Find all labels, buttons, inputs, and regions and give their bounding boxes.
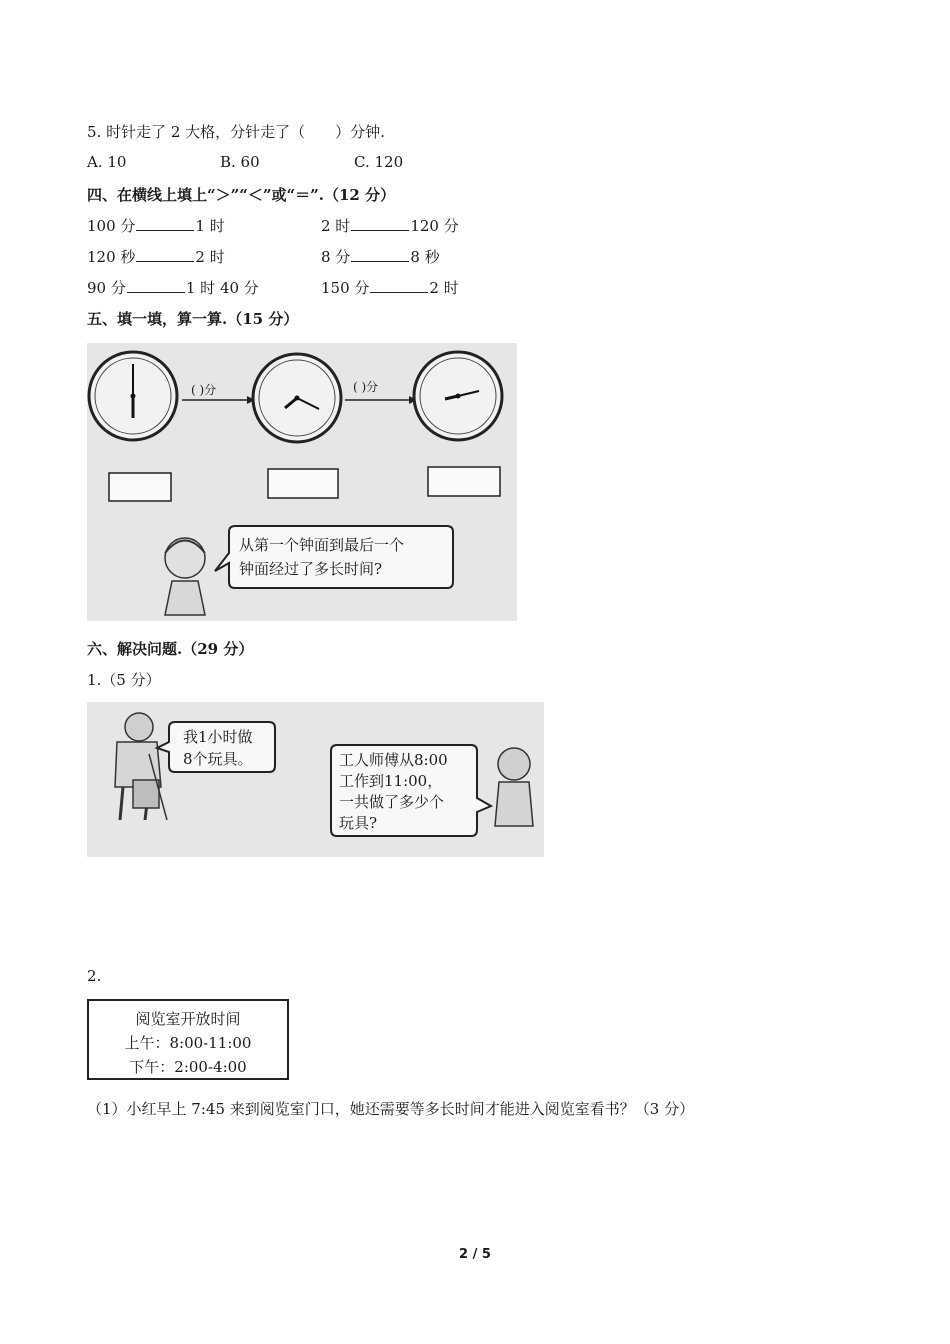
answer-blank[interactable] [351, 218, 409, 231]
speech-text: 从第一个钟面到最后一个 钟面经过了多长时间? [239, 536, 405, 578]
section-5-title: 五、填一填，算一算.（15 分） [87, 310, 299, 328]
reading-room-hours-box [87, 999, 289, 1080]
question-5-stem: 5. 时针走了 2 大格，分针走了（ ）分钟. [87, 123, 385, 141]
arrow-label-2: ( )分 [353, 380, 379, 394]
section-4-title: 四、在横线上填上“＞”“＜”或“＝”.（12 分） [87, 186, 396, 204]
option-c: C. 120 [354, 153, 404, 171]
page-number: 2 / 5 [459, 1247, 491, 1262]
hours-morning: 上午：8:00-11:00 [124, 1034, 252, 1052]
section-6-title: 六、解决问题.（29 分） [87, 640, 254, 658]
answer-blank[interactable] [136, 249, 194, 262]
compare-item: 8 分 8 秒 [321, 248, 440, 266]
answer-blank[interactable] [351, 249, 409, 262]
clock-numerals [87, 343, 517, 463]
girl-figure [165, 538, 205, 615]
answer-box[interactable] [268, 469, 338, 498]
option-a: A. 10 [87, 153, 127, 171]
toy-worker-illustration [87, 702, 544, 857]
clocks-illustration [87, 343, 517, 621]
answer-box[interactable] [109, 473, 171, 501]
option-b: B. 60 [220, 153, 260, 171]
answer-box[interactable] [428, 467, 500, 496]
compare-item: 120 秒 2 时 [87, 248, 225, 266]
answer-blank[interactable] [370, 280, 428, 293]
hours-title: 阅览室开放时间 [135, 1010, 241, 1028]
worker-speech-text: 我1小时做 8个玩具。 [183, 728, 253, 768]
arrow-label-1: ( )分 [191, 383, 217, 397]
question-2-sub-1: （1）小红早上 7:45 来到阅览室门口，她还需要等多长时间才能进入阅览室看书？（3 分） [87, 1100, 695, 1118]
compare-item: 100 分 1 时 [87, 217, 225, 235]
compare-item: 150 分 2 时 [321, 279, 459, 297]
answer-blank[interactable] [127, 280, 185, 293]
worker-figure [115, 713, 167, 820]
question-2-label: 2. [87, 967, 102, 985]
compare-item: 90 分 1 时 40 分 [87, 279, 259, 297]
hours-afternoon: 下午：2:00-4:00 [129, 1058, 247, 1076]
question-1-label: 1.（5 分） [87, 671, 161, 689]
answer-blank[interactable] [136, 218, 194, 231]
girl-speech-text: 工人师傅从8:00 工作到11:00， 一共做了多少个 玩具? [339, 751, 448, 832]
compare-item: 2 时 120 分 [321, 217, 459, 235]
girl-figure [495, 748, 533, 826]
